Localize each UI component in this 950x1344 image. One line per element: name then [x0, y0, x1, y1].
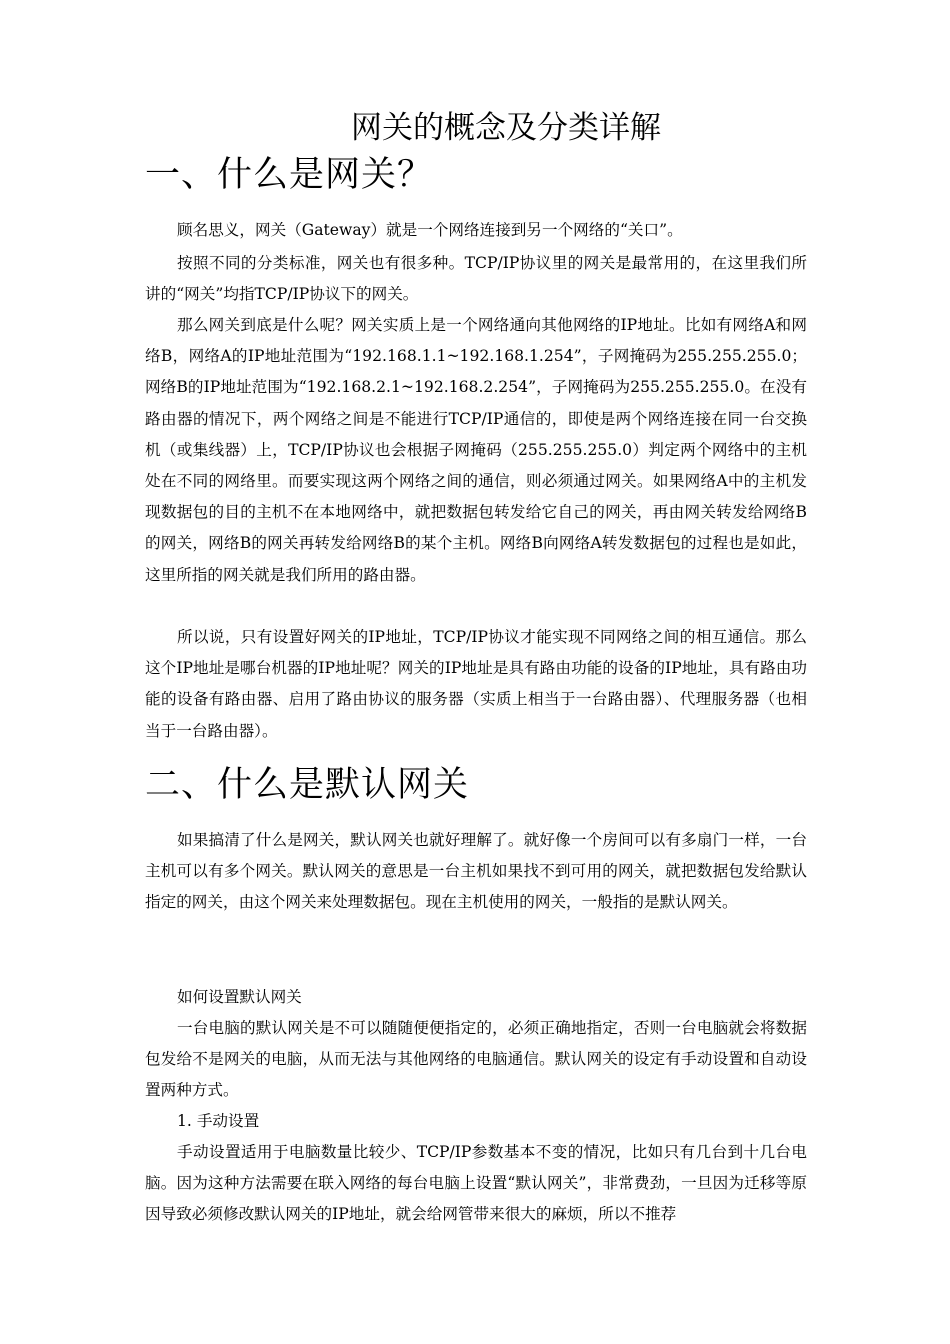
paragraph-gateway-ip-address: 所以说，只有设置好网关的IP地址，TCP/IP协议才能实现不同网络之间的相互通信。那么这个IP地址是哪台机器的IP地址呢？网关的IP地址是具有路由功能的设备的IP地址，具有路由功能的设备有路由器、启用了路由协议的服务器（实质上相当于一台路由器）、代理服务器（也相当于一台路由器）。 — [145, 628, 807, 740]
paragraph-default-gateway-meaning: 如果搞清了什么是网关，默认网关也就好理解了。就好像一个房间可以有多扇门一样，一台主机可以有多个网关。默认网关的意思是一台主机如果找不到可用的网关，就把数据包发给默认指定的网关，由这个网关来处理数据包。现在主机使用的网关，一般指的是默认网关。 — [145, 831, 807, 912]
document-title: 网关的概念及分类详解 — [351, 110, 661, 146]
list-item-manual-setting: 1. 手动设置 — [177, 1112, 260, 1130]
paragraph-manual-setting: 手动设置适用于电脑数量比较少、TCP/IP参数基本不变的情况，比如只有几台到十几台电脑。因为这种方法需要在联入网络的每台电脑上设置“默认网关”，非常费劲，一旦因为迁移等原因导致必须修改默认网关的IP地址，就会给网管带来很大的麻烦，所以不推荐 — [145, 1143, 807, 1224]
section-heading-default-gateway: 二、什么是默认网关 — [145, 765, 470, 805]
subheading-how-to-set-default-gateway: 如何设置默认网关 — [177, 988, 302, 1006]
paragraph-gateway-types: 按照不同的分类标准，网关也有很多种。TCP/IP协议里的网关是最常用的，在这里我们所讲的“网关”均指TCP/IP协议下的网关。 — [145, 254, 807, 304]
paragraph-gateway-definition: 顾名思义，网关（Gateway）就是一个网络连接到另一个网络的“关口”。 — [177, 221, 683, 239]
section-heading-what-is-gateway: 一、什么是网关？ — [145, 155, 434, 195]
paragraph-set-default-gateway: 一台电脑的默认网关是不可以随随便便指定的，必须正确地指定，否则一台电脑就会将数据包发给不是网关的电脑，从而无法与其他网络的电脑通信。默认网关的设定有手动设置和自动设置两种方式。 — [145, 1019, 807, 1100]
paragraph-gateway-explanation: 那么网关到底是什么呢？网关实质上是一个网络通向其他网络的IP地址。比如有网络A和网络B，网络A的IP地址范围为“192.168.1.1~192.168.1.254”，子网掩码为255.255.255.0；网络B的IP地址范围为“192.168.2.1~192.168.2.254”，子网掩码为255.255.255.0。在没有路由器的情况下，两个网络之间是不能进行TCP/IP通信的，即使是两个网络连接在同一台交换机（或集线器）上，TCP/IP协议也会根据子网掩码（255.255.255.0）判定两个网络中的主机处在不同的网络里。而要实现这两个网络之间的通信，则必须通过网关。如果网络A中的主机发现数据包的目的主机不在本地网络中，就把数据包转发给它自己的网关，再由网关转发给网络B的网关，网络B的网关再转发给网络B的某个主机。网络B向网络A转发数据包的过程也是如此，这里所指的网关就是我们所用的路由器。 — [145, 316, 807, 584]
